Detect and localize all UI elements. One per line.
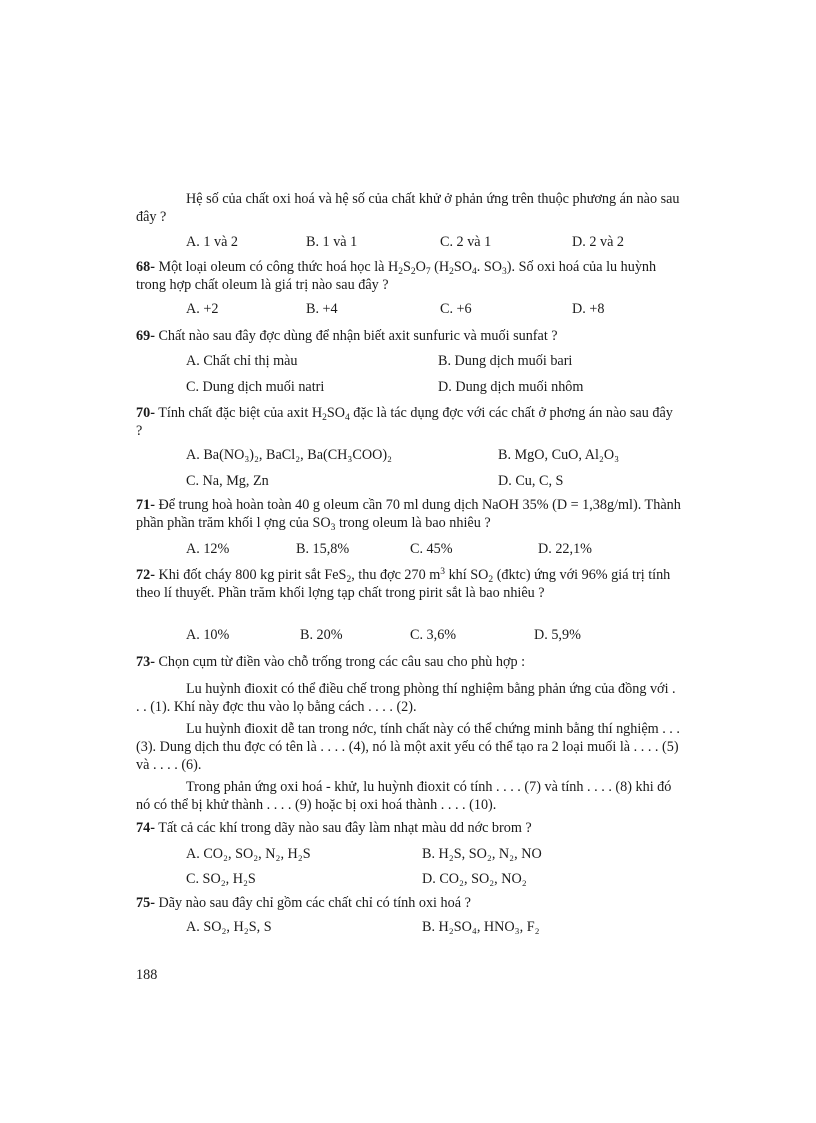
question-73-paragraph-1: Lu huỳnh đioxit có thể điều chế trong phòng thí nghiệm bằng phản ứng của đồng với . . . (1). Khí này đợc thu vào lọ bằng cách . . . . (2). [136,681,676,715]
option-a: A. +2 [186,301,219,317]
option-d: D. 22,1% [538,541,592,557]
question-number: 73- [136,654,155,670]
question-68: 68- Một loại oleum có công thức hoá học là $H_2S_2O_7$ ($H_2SO_4$. $SO_3$). Số oxi hoá của lu huỳnh trong hợp chất oleum là giá trị nào sau đây ? [136,259,657,293]
intro-question-text: Hệ số của chất oxi hoá và hệ số của chất khử ở phản ứng trên thuộc phương án nào sau đây ? [136,191,680,225]
question-75: 75- Dãy nào sau đây chỉ gồm các chất chỉ có tính oxi hoá ? [136,895,471,911]
question-number: 70- [136,405,155,421]
question-69-options-row2 [186,378,686,396]
option-c: C. +6 [440,301,472,317]
option-d: D. +8 [572,301,605,317]
question-73-paragraph-3: Trong phản ứng oxi hoá - khử, lu huỳnh đioxit có tính . . . . (7) và tính . . . . (8) khi đó nó có thể bị khử thành . . . . (9) hoặc bị oxi hoá thành . . . . (10). [136,779,672,813]
question-68-options [186,300,686,318]
question-70-options-row1 [186,446,686,464]
question-number: 74- [136,820,155,836]
option-a: A. 12% [186,541,230,557]
question-72: 72- Khi đốt cháy 800 kg pirit sắt FeS$_2$, thu đợc 270 $m^3$ khí $SO_2$ (đktc) ứng với 96% giá trị tính theo lí thuyết. Phần trăm khối lợng tạp chất trong pirit sắt là bao nhiêu ? [136,567,671,601]
question-72-options [186,626,686,644]
question-number: 71- [136,497,155,513]
option-c: C. 2 và 1 [440,234,492,250]
option-d: D. CO₂, SO₂, NO₂ [422,871,527,887]
option-b: B. MgO, CuO, Al₂O₃ [498,447,620,463]
option-a: A. 10% [186,627,230,643]
option-d: D. Cu, C, S [498,473,564,489]
option-a: A. SO₂, H₂S, S [186,919,272,935]
question-70-options-row2 [186,472,686,490]
page-number: 188 [136,967,158,983]
option-b: B. H₂S, SO₂, N₂, NO [422,846,542,862]
question-69-options-row1 [186,352,686,370]
question-number: 75- [136,895,155,911]
option-a: A. Chất chỉ thị màu [186,353,298,369]
option-c: C. 45% [410,541,453,557]
option-b: B. H₂SO₄, HNO₃, F₂ [422,919,540,935]
option-b: B. 20% [300,627,343,643]
question-number: 72- [136,567,155,583]
question-69: 69- Chất nào sau đây đợc dùng để nhận biết axit sunfuric và muối sunfat ? [136,328,558,344]
option-c: C. SO₂, H₂S [186,871,256,887]
option-a: A. Ba(NO₃)₂, BaCl₂, Ba(CH₃COO)₂ [186,447,392,463]
option-b: B. 15,8% [296,541,350,557]
intro-options [186,233,686,251]
question-74-options-row2 [186,870,686,888]
question-75-options [186,918,686,936]
option-a: A. 1 và 2 [186,234,239,250]
question-74: 74- Tất cả các khí trong dãy nào sau đây làm nhạt màu dd nớc brom ? [136,820,532,836]
option-d: D. 5,9% [534,627,581,643]
question-73-paragraph-2: Lu huỳnh đioxit dễ tan trong nớc, tính chất này có thể chứng minh bằng thí nghiệm . . . (3). Dung dịch thu đợc có tên là . . . . (4), nó là một axit yếu có thể tạo ra 2 loại muối là . . . . (5) và . . . . (6). [136,721,680,773]
option-a: A. CO₂, SO₂, N₂, H₂S [186,846,311,862]
question-number: 68- [136,259,155,275]
question-number: 69- [136,328,155,344]
option-c: C. Na, Mg, Zn [186,473,269,489]
option-d: D. Dung dịch muối nhôm [438,379,584,395]
option-b: B. +4 [306,301,338,317]
option-b: B. 1 và 1 [306,234,358,250]
question-74-options-row1 [186,845,686,863]
question-71: 71- Để trung hoà hoàn toàn 40 g oleum cần 70 ml dung dịch NaOH 35% (D = 1,38g/ml). Thành phần phần trăm khối l ợng của $SO_3$ trong oleum là bao nhiêu ? [136,497,681,533]
option-b: B. Dung dịch muối bari [438,353,573,369]
option-d: D. 2 và 2 [572,234,625,250]
question-71-options [186,540,686,558]
option-c: C. Dung dịch muối natri [186,379,325,395]
question-70: 70- Tính chất đặc biệt của axit $H_2SO_4$ đặc là tác dụng đợc với các chất ở phơng án nào sau đây ? [136,405,673,439]
option-c: C. 3,6% [410,627,457,643]
question-73: 73- Chọn cụm từ điền vào chỗ trống trong các câu sau cho phù hợp : [136,654,526,670]
